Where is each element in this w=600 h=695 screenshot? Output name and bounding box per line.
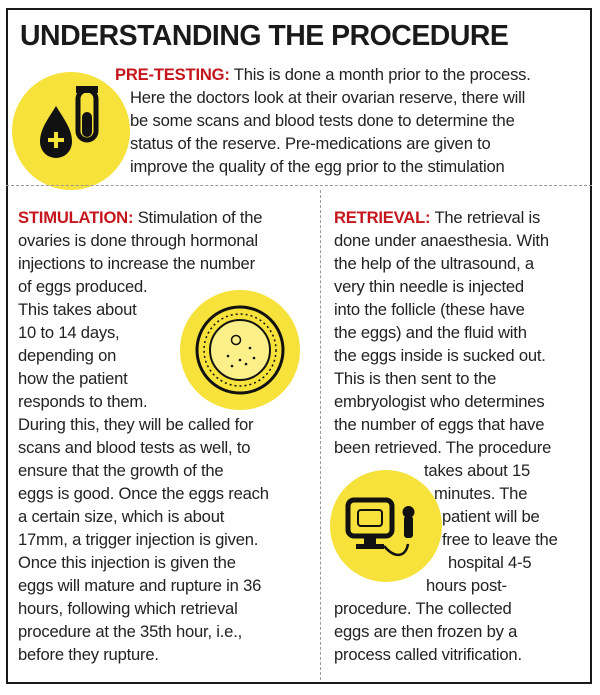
retrieval-label: RETRIEVAL: [334, 208, 431, 227]
retrieval-line: This is then sent to the [334, 369, 497, 388]
stimulation-line: how the patient [18, 369, 128, 388]
stimulation-line: Once this injection is given the [18, 553, 236, 572]
stimulation-line: depending on [18, 346, 117, 365]
retrieval-line: the number of eggs that have [334, 415, 545, 434]
stimulation-line: ovaries is done through hormonal [18, 231, 258, 250]
stimulation-line: procedure at the 35th hour, i.e., [18, 622, 243, 641]
retrieval-line: very thin needle is injected [334, 277, 524, 296]
pretesting-line: status of the reserve. Pre-medications are given to [130, 134, 491, 153]
stimulation-line: a certain size, which is about [18, 507, 225, 526]
retrieval-line: eggs are then frozen by a [334, 622, 518, 641]
stimulation-line: injections to increase the number [18, 254, 255, 273]
retrieval-line: hospital 4-5 [448, 553, 532, 572]
stimulation-line: before they rupture. [18, 645, 159, 664]
stimulation-icon-circle [180, 290, 300, 410]
retrieval-line: embryologist who determines [334, 392, 545, 411]
stimulation-line-0: STIMULATION: Stimulation of the [18, 208, 263, 227]
retrieval-line: takes about 15 [424, 461, 531, 480]
stimulation-line: This takes about [18, 300, 137, 319]
vertical-divider [320, 190, 321, 680]
retrieval-icon-circle [330, 470, 442, 582]
stimulation-line: 17mm, a trigger injection is given. [18, 530, 259, 549]
pretesting-icon-circle [12, 72, 130, 190]
page-title: UNDERSTANDING THE PROCEDURE [20, 20, 509, 52]
egg-cell-icon [180, 290, 300, 410]
stimulation-line: responds to them. [18, 392, 148, 411]
pretesting-line: be some scans and blood tests done to determine the [130, 111, 515, 130]
test-tube-blood-drop-icon [12, 72, 130, 190]
pretesting-label: PRE-TESTING: [115, 65, 230, 84]
retrieval-line: the help of the ultrasound, a [334, 254, 534, 273]
stimulation-label: STIMULATION: [18, 208, 134, 227]
retrieval-line: done under anaesthesia. With [334, 231, 549, 250]
retrieval-line-0: RETRIEVAL: The retrieval is [334, 208, 541, 227]
horizontal-divider [6, 185, 592, 186]
retrieval-line: been retrieved. The procedure [334, 438, 552, 457]
retrieval-line: into the follicle (these have [334, 300, 525, 319]
pretesting-section [115, 63, 531, 86]
stimulation-line: 10 to 14 days, [18, 323, 120, 342]
stimulation-line: During this, they will be called for [18, 415, 254, 434]
retrieval-line: the eggs) and the fluid with [334, 323, 527, 342]
retrieval-line: process called vitrification. [334, 645, 522, 664]
stimulation-line: eggs is good. Once the eggs reach [18, 484, 269, 503]
pretesting-line-0: PRE-TESTING: This is done a month prior to the process. [115, 65, 531, 84]
retrieval-line: free to leave the [442, 530, 558, 549]
stimulation-line: eggs will mature and rupture in 36 [18, 576, 262, 595]
pretesting-body [130, 86, 525, 178]
stimulation-line: of eggs produced. [18, 277, 148, 296]
stimulation-line: hours, following which retrieval [18, 599, 238, 618]
retrieval-line: the eggs inside is sucked out. [334, 346, 546, 365]
retrieval-line: patient will be [442, 507, 540, 526]
pretesting-line: Here the doctors look at their ovarian reserve, there will [130, 88, 526, 107]
retrieval-line: hours post- [426, 576, 507, 595]
retrieval-line: minutes. The [434, 484, 528, 503]
stimulation-line: scans and blood tests as well, to [18, 438, 251, 457]
retrieval-section [334, 206, 558, 666]
stimulation-line: ensure that the growth of the [18, 461, 224, 480]
stimulation-section [18, 206, 269, 666]
ultrasound-machine-icon [330, 470, 442, 582]
pretesting-line: improve the quality of the egg prior to the stimulation [130, 157, 505, 176]
retrieval-line: procedure. The collected [334, 599, 512, 618]
